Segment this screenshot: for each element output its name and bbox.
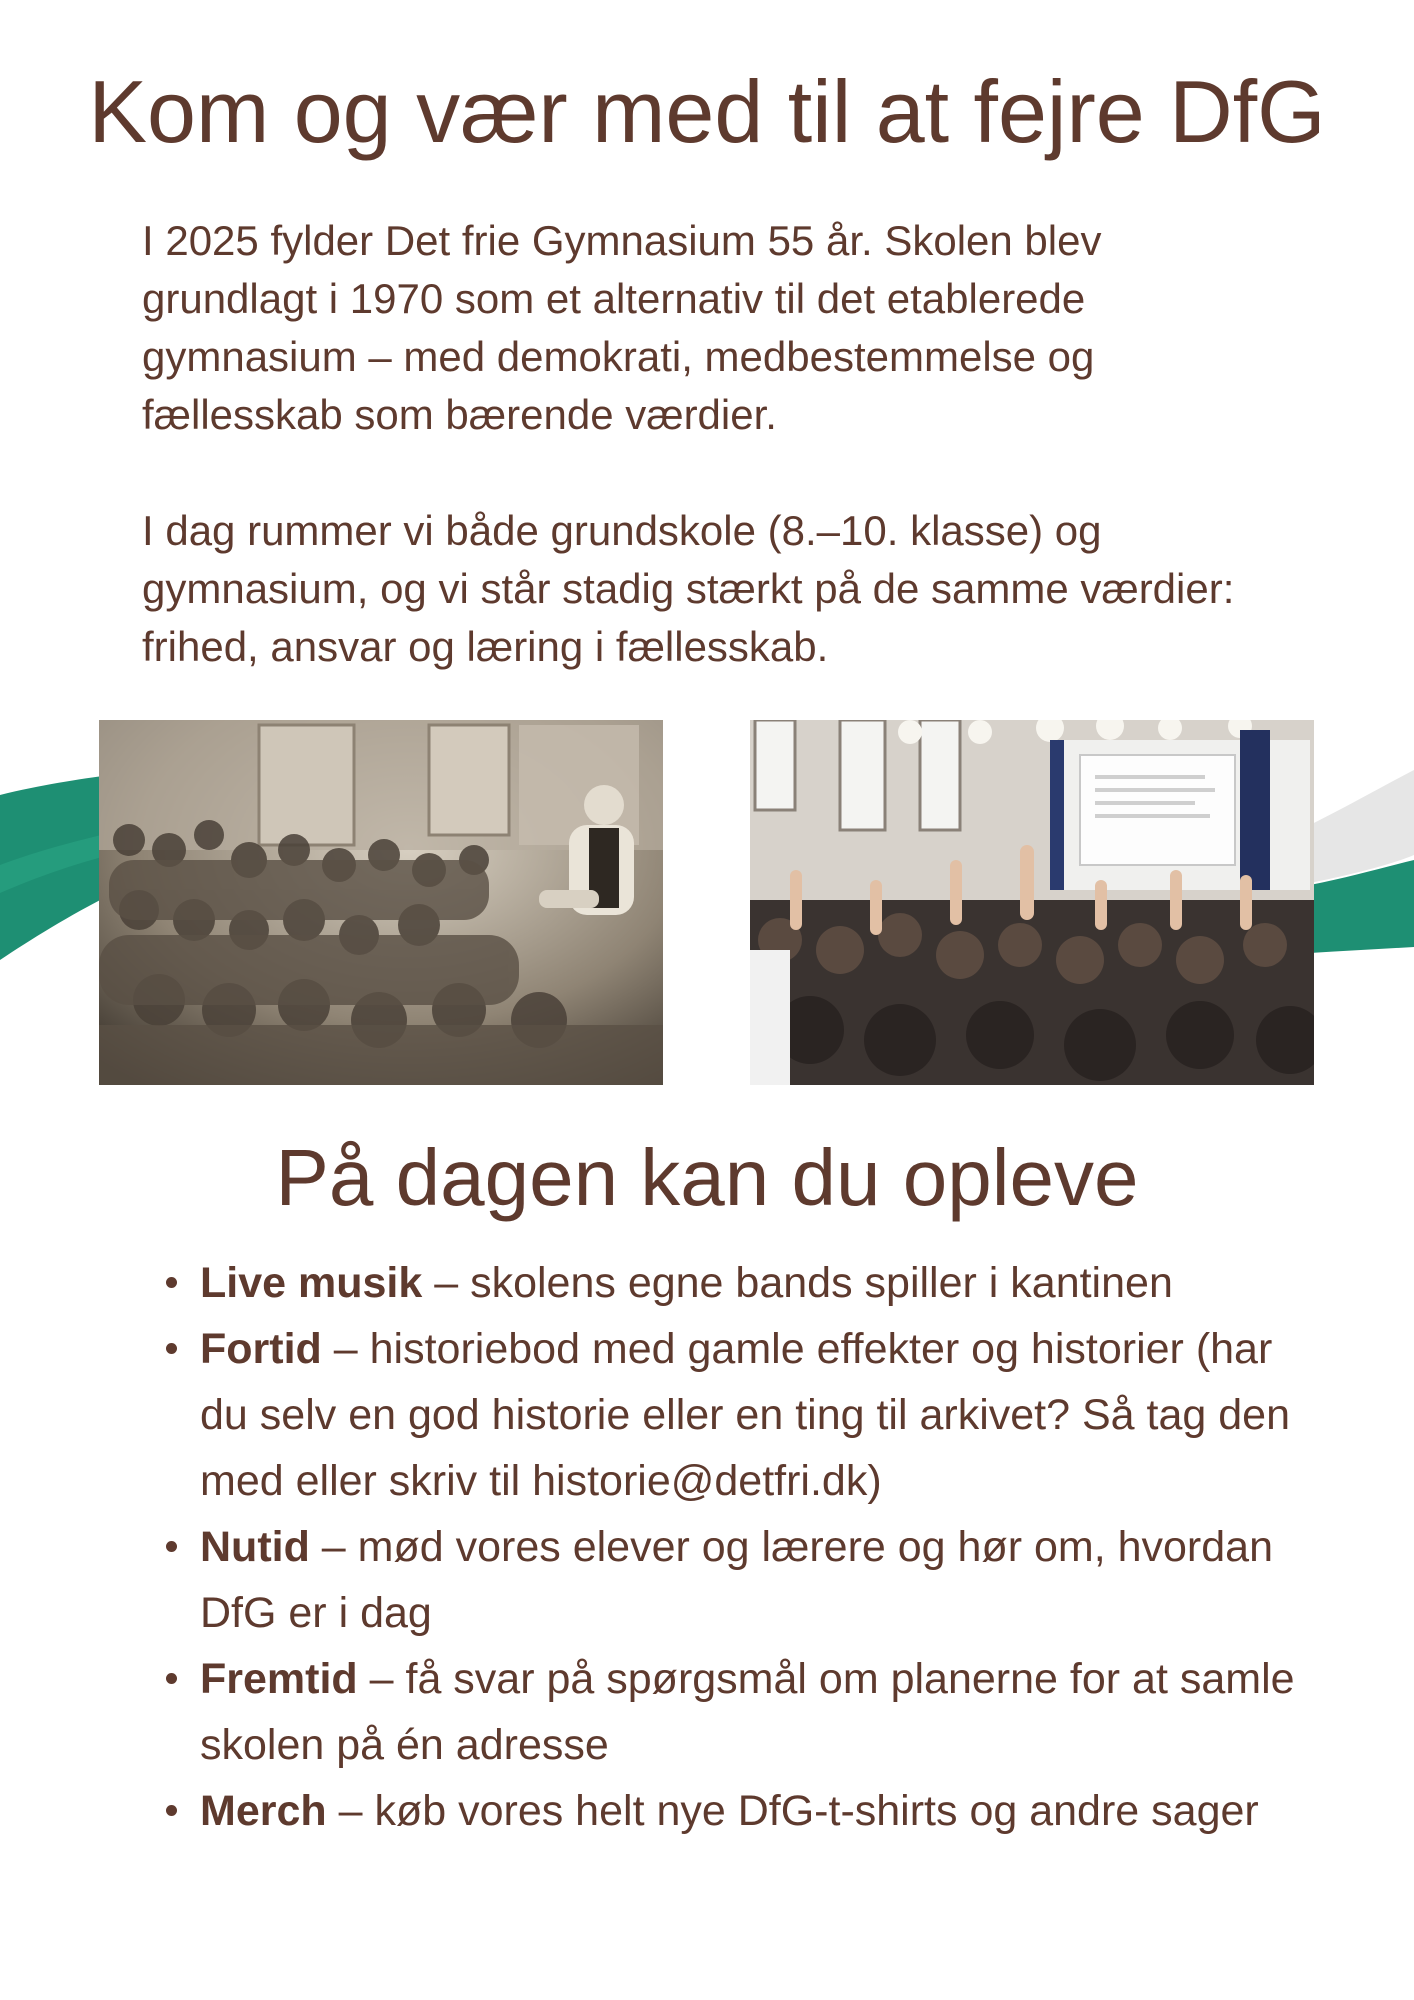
list-item-text: – få svar på spørgsmål om planerne for at samle skolen på én adresse	[200, 1655, 1295, 1769]
intro-paragraph-1: I 2025 fylder Det frie Gymnasium 55 år. Skolen blev grundlagt i 1970 som et alternativ til det etablerede gymnasium – med demokrati, medbestemmelse og fællesskab som bærende værdier.	[142, 217, 1102, 438]
list-item-term: Fortid	[200, 1325, 322, 1373]
page-title: Kom og vær med til at fejre DfG	[88, 62, 1326, 161]
list-item-text: – skolens egne bands spiller i kantinen	[422, 1259, 1173, 1307]
list-item	[200, 1250, 1310, 1316]
historic-assembly-photo	[99, 720, 663, 1085]
list-item	[200, 1514, 1310, 1646]
intro-paragraph-2: I dag rummer vi både grundskole (8.–10. klasse) og gymnasium, og vi står stadig stærkt på de samme værdier: frihed, ansvar og læring i fællesskab.	[142, 507, 1235, 670]
list-item-text: – historiebod med gamle effekter og historier (har du selv en god historie eller en ting til arkivet? Så tag den med eller skriv til historie@detfri.dk)	[200, 1325, 1290, 1505]
list-item-text: – køb vores helt nye DfG-t-shirts og andre sager	[326, 1787, 1259, 1835]
list-item-term: Live musik	[200, 1259, 423, 1307]
modern-assembly-photo	[750, 720, 1314, 1085]
list-item-text: – mød vores elever og lærere og hør om, hvordan DfG er i dag	[200, 1523, 1273, 1637]
list-item	[200, 1778, 1310, 1844]
list-item	[200, 1316, 1310, 1514]
list-item-term: Fremtid	[200, 1655, 358, 1703]
activities-list	[200, 1250, 1310, 1844]
section-title: På dagen kan du opleve	[275, 1133, 1139, 1222]
intro-text	[142, 212, 1282, 734]
list-item-term: Nutid	[200, 1523, 310, 1571]
list-item	[200, 1646, 1310, 1778]
list-item-term: Merch	[200, 1787, 327, 1835]
